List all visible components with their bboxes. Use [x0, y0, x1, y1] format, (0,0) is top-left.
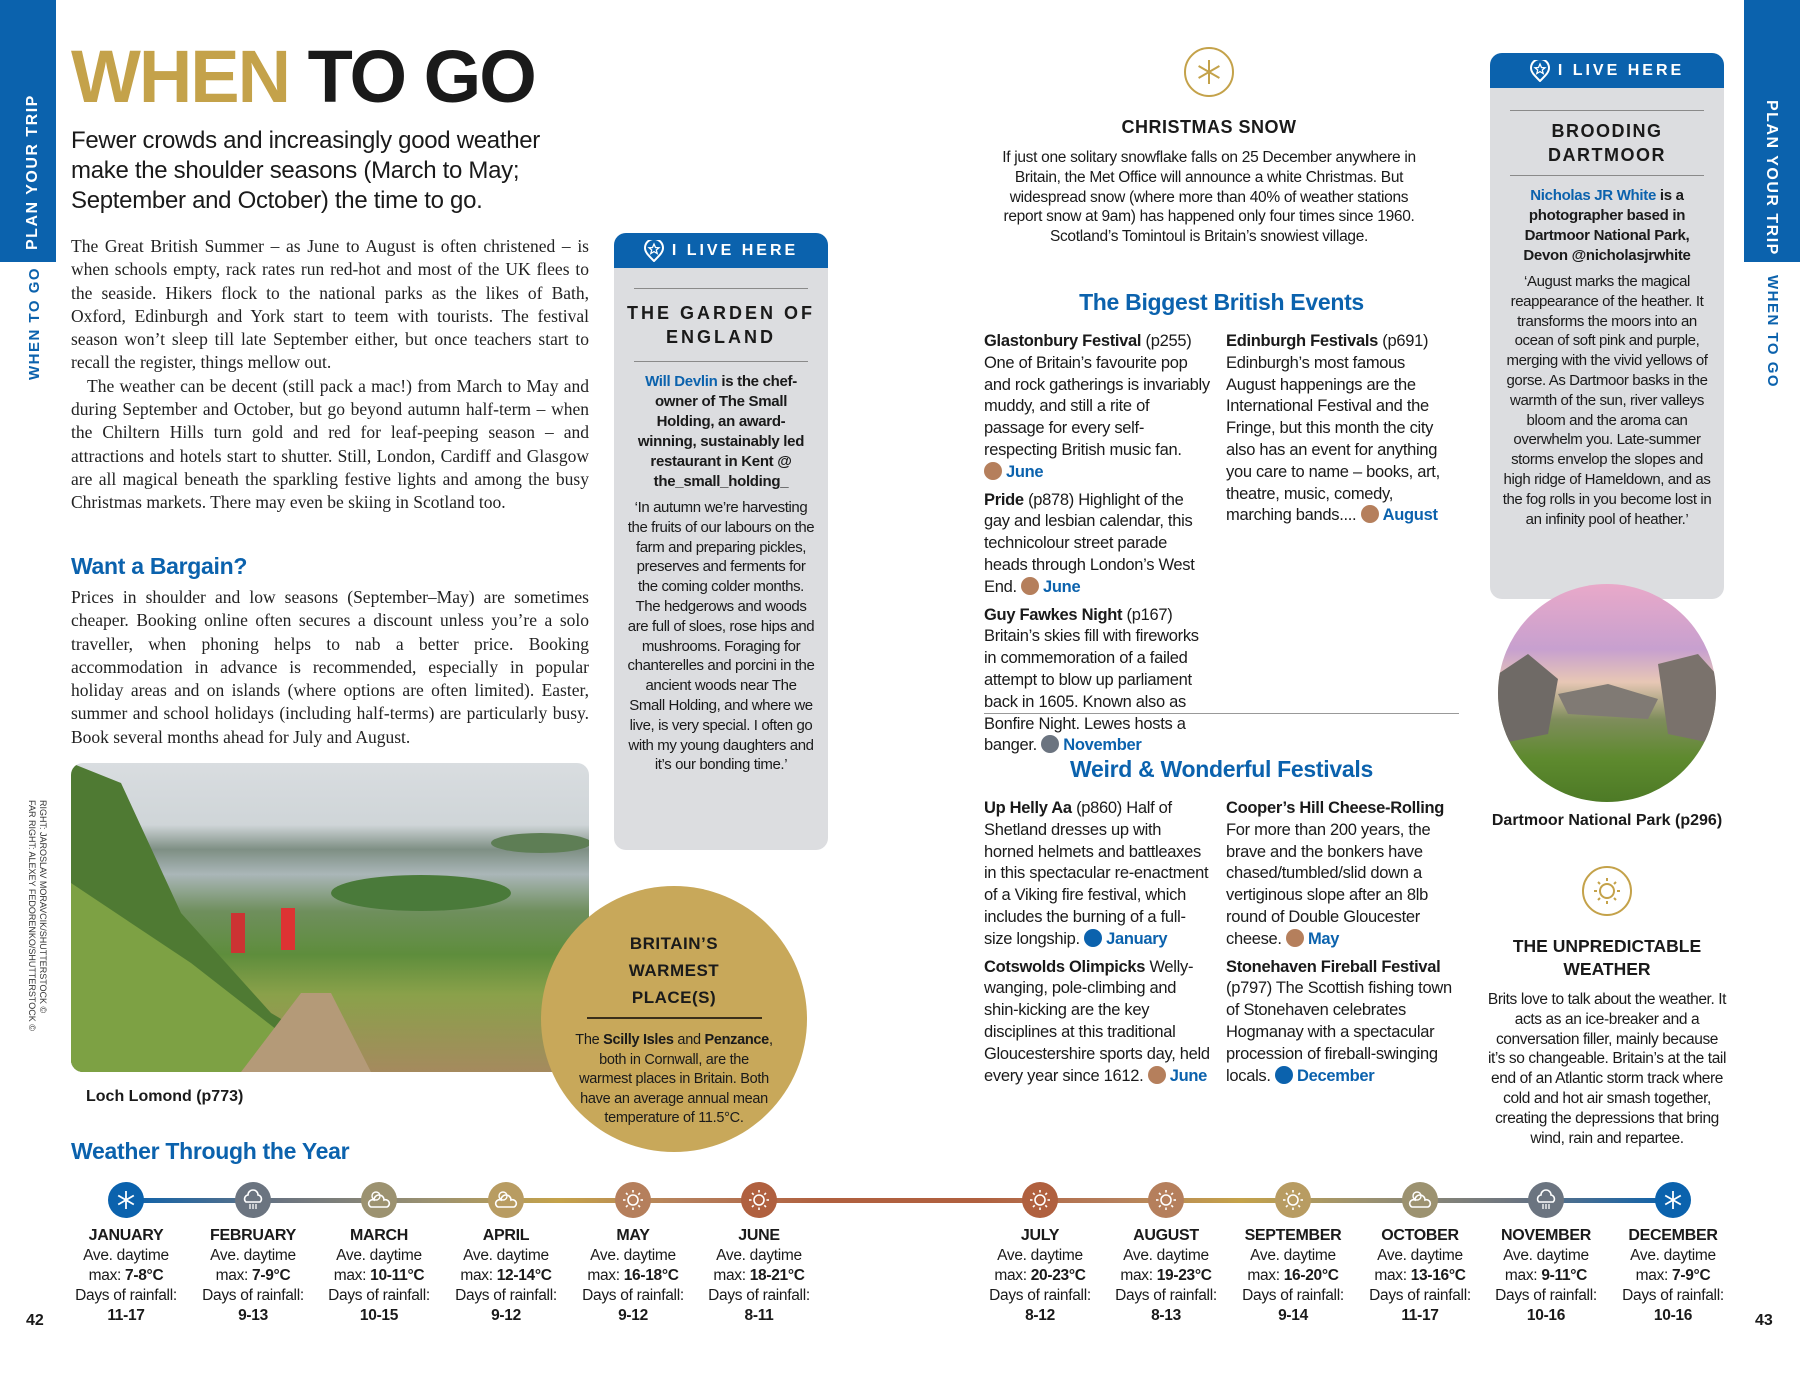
rain-days: 11-17 — [1401, 1307, 1439, 1324]
rain-days: 8-11 — [744, 1307, 774, 1324]
event-name: Up Helly Aa — [984, 799, 1072, 817]
month-name: OCTOBER — [1381, 1227, 1459, 1244]
event-month: June — [1169, 1066, 1208, 1085]
christmas-snow-title: CHRISTMAS SNOW — [1121, 117, 1297, 137]
weather-month — [1486, 1226, 1606, 1326]
snowflake-icon — [1655, 1182, 1691, 1218]
temp-range: 16-18°C — [623, 1267, 679, 1284]
left-chapter-label: WHEN TO GO — [26, 266, 43, 380]
event-name: Cotswolds Olimpicks — [984, 957, 1146, 976]
temp-label: Ave. daytime — [463, 1247, 549, 1264]
photo-credit: FAR RIGHT: ALEXEY FEDORENKO/SHUTTERSTOCK © — [27, 800, 37, 1031]
rain-label: Days of rainfall: — [455, 1287, 557, 1304]
event-item — [1226, 798, 1452, 951]
rain-days: 10-15 — [359, 1307, 399, 1324]
weather-heading: Weather Through the Year — [71, 1138, 350, 1164]
max-label: max: — [1374, 1267, 1411, 1284]
event-description: The Scottish fishing town of Stonehaven celebrates Hogmanay with a spectacular procession of fireball-swinging locals. — [1226, 979, 1452, 1085]
temp-label: Ave. daytime — [590, 1247, 676, 1264]
weather-month — [319, 1226, 439, 1326]
event-name: Glastonbury Festival — [984, 332, 1142, 350]
temp-range: 16-20°C — [1283, 1267, 1339, 1284]
weather-month — [1233, 1226, 1353, 1326]
sun-icon — [741, 1182, 777, 1218]
sun-cloud-icon — [361, 1182, 397, 1218]
event-month: August — [1382, 506, 1438, 525]
temp-label: Ave. daytime — [997, 1247, 1083, 1264]
place-name: Scilly Isles — [603, 1032, 674, 1048]
i-live-here-label: I LIVE HERE — [671, 241, 799, 259]
max-label: max: — [333, 1267, 371, 1284]
temp-range: 20-23°C — [1030, 1267, 1086, 1284]
max-label: max: — [215, 1267, 253, 1284]
sun-cloud-icon — [1402, 1182, 1438, 1218]
weather-month — [446, 1226, 566, 1326]
rain-days: 10-16 — [1653, 1307, 1693, 1324]
rain-cloud-icon — [235, 1182, 271, 1218]
temp-range: 13-16°C — [1410, 1267, 1466, 1284]
event-page: (p878) — [1023, 490, 1074, 509]
month-name: FEBRUARY — [210, 1227, 296, 1244]
temp-label: Ave. daytime — [716, 1247, 802, 1264]
page-number-right: 43 — [1755, 1312, 1773, 1329]
rain-days: 9-12 — [491, 1307, 521, 1324]
photo-credit: RIGHT: JAROSLAV MORAVCIK/SHUTTERSTOCK © — [38, 800, 48, 1014]
event-page: (p797) — [1226, 979, 1272, 998]
box-title: THE GARDEN OF ENGLAND — [626, 303, 815, 347]
rain-days: 9-13 — [238, 1307, 268, 1324]
dartmoor-caption: Dartmoor National Park (p296) — [1491, 812, 1723, 829]
weather-timeline — [126, 1198, 1673, 1203]
right-chapter-label: WHEN TO GO — [1764, 275, 1781, 389]
month-name: SEPTEMBER — [1244, 1227, 1342, 1244]
sun-icon — [1148, 1182, 1184, 1218]
temp-range: 12-14°C — [496, 1267, 552, 1284]
sun-icon — [615, 1182, 651, 1218]
month-name: JUNE — [738, 1227, 780, 1244]
intro-text: Fewer crowds and increasingly good weather make the shoulder seasons (March to May; September and October) the time to go. — [71, 127, 540, 214]
month-name: DECEMBER — [1628, 1227, 1718, 1244]
temp-label: Ave. daytime — [1250, 1247, 1336, 1264]
event-item — [984, 490, 1210, 599]
snowflake-icon — [108, 1182, 144, 1218]
weather-month — [1360, 1226, 1480, 1326]
rain-label: Days of rainfall: — [1369, 1287, 1471, 1304]
left-section-label: PLAN YOUR TRIP — [24, 94, 41, 250]
event-description: Britain’s skies fill with fireworks in commemoration of a failed attempt to blow up parliament back in 1605. Known also as Bonfire Night. Lewes hosts a banger. — [984, 627, 1199, 755]
event-month: December — [1296, 1066, 1375, 1085]
weird-festivals-col-2 — [1226, 798, 1452, 1093]
max-label: max: — [713, 1267, 750, 1284]
max-label: max: — [460, 1267, 497, 1284]
person-name: Nicholas JR White — [1530, 187, 1657, 204]
month-name: MAY — [616, 1227, 650, 1244]
i-live-here-garden-box — [614, 233, 828, 850]
month-name: APRIL — [482, 1227, 530, 1244]
temp-label: Ave. daytime — [1377, 1247, 1463, 1264]
big-events-heading: The Biggest British Events — [1079, 289, 1364, 315]
photo-credits — [26, 800, 48, 1031]
warmest-title: BRITAIN’S WARMEST PLACE(S) — [628, 934, 720, 1007]
temp-label: Ave. daytime — [336, 1247, 422, 1264]
event-month: January — [1106, 929, 1168, 948]
body-text — [71, 235, 589, 515]
event-item — [984, 331, 1210, 484]
temp-range: 7-9°C — [252, 1267, 291, 1284]
rain-days: 8-13 — [1151, 1307, 1181, 1324]
snowflake-icon — [1084, 929, 1102, 947]
weather-month — [980, 1226, 1100, 1326]
photo-caption: Loch Lomond (p773) — [86, 1088, 244, 1105]
title-black: TO GO — [307, 35, 535, 118]
body-paragraph: The Great British Summer – as June to August is often christened – is when schools empty, rack rates run red-hot and most of the UK flees to the seaside. Hikers flock to the national parks as the likes of Bath, Oxford, Edinburgh and York start to teem with tourists. The festival season won’t sleep till late September either, but once teachers start to recall the register, things mellow out. — [71, 236, 589, 373]
event-page: (p255) — [1141, 332, 1192, 350]
sun-icon — [1021, 577, 1039, 595]
rain-label: Days of rainfall: — [989, 1287, 1091, 1304]
sun-icon — [1275, 1182, 1311, 1218]
temp-range: 18-21°C — [749, 1267, 805, 1284]
month-name: JANUARY — [88, 1227, 164, 1244]
max-label: max: — [994, 1267, 1031, 1284]
event-description: For more than 200 years, the brave and the bonkers have chased/tumbled/slid down a vertiginous slope after an 8lb round of Double Gloucester cheese. — [1226, 820, 1431, 948]
right-section-label: PLAN YOUR TRIP — [1763, 100, 1780, 256]
location-star-icon — [1530, 60, 1550, 82]
unpredictable-weather-title: THE UNPREDICTABLE WEATHER — [1512, 936, 1702, 979]
temp-label: Ave. daytime — [83, 1247, 169, 1264]
big-events-col-1 — [984, 331, 1210, 763]
weather-month — [699, 1226, 819, 1326]
month-name: NOVEMBER — [1500, 1227, 1592, 1244]
i-live-here-dartmoor-box — [1490, 53, 1724, 599]
month-name: AUGUST — [1133, 1227, 1199, 1244]
weather-month — [1613, 1226, 1733, 1326]
box-quote: ‘August marks the magical reappearance of the heather. It transforms the moors into an ocean of soft pink and purple, merging with the vivid yellows of gorse. As Dartmoor basks in the warmth of the sun, river valleys bloom and the aroma can overwhelm you. Late-summer storms envelop the slopes and high ridge of Hameldown, and as the fog rolls in you become lost in an infinity pool of heather.’ — [1502, 273, 1712, 528]
event-name: Cooper’s Hill Cheese-Rolling — [1226, 799, 1445, 817]
i-live-here-header — [614, 233, 828, 268]
temp-range: 9-11°C — [1541, 1267, 1588, 1284]
max-label: max: — [1635, 1267, 1673, 1284]
month-name: MARCH — [349, 1227, 409, 1244]
warmest-text: The Scilly Isles and Penzance, both in Cornwall, are the warmest places in Britain. Both have an average annual mean temperature of 11.5°C. — [575, 1032, 773, 1126]
temp-range: 10-11°C — [370, 1267, 425, 1284]
rain-label: Days of rainfall: — [1495, 1287, 1597, 1304]
i-live-here-label: I LIVE HERE — [1557, 61, 1685, 79]
max-label: max: — [1120, 1267, 1157, 1284]
bargain-text: Prices in shoulder and low seasons (September–May) are sometimes cheaper. Booking online often secures a discount unless you’re a solo traveller, when phoning helps to nab a better price. Booking accommodation in advance is recommended, especially in popular holiday areas and on islands (where options are often limited). Easter, summer and school holidays (including half-terms) are particularly busy. Book several months ahead for July and August. — [71, 587, 589, 747]
event-name: Pride — [984, 490, 1024, 509]
event-month: November — [1063, 736, 1142, 755]
person-name: Will Devlin — [645, 373, 718, 390]
rain-label: Days of rainfall: — [75, 1287, 177, 1304]
weather-month — [66, 1226, 186, 1326]
warmest-places-circle — [541, 886, 807, 1152]
temp-range: 7-9°C — [1672, 1267, 1711, 1284]
temp-label: Ave. daytime — [1630, 1247, 1716, 1264]
rain-label: Days of rainfall: — [1622, 1287, 1724, 1304]
section-divider — [984, 713, 1459, 714]
weird-festivals-col-1 — [984, 798, 1210, 1093]
event-page: (p167) — [1122, 605, 1173, 624]
event-month: June — [1043, 577, 1081, 596]
event-item — [1226, 957, 1452, 1088]
event-item — [984, 957, 1210, 1088]
event-month: June — [1006, 462, 1044, 481]
i-live-here-header — [1490, 53, 1724, 88]
weather-month — [193, 1226, 313, 1326]
big-events-col-2 — [1226, 331, 1452, 533]
sun-icon — [1148, 1066, 1166, 1084]
max-label: max: — [88, 1267, 126, 1284]
rain-days: 10-16 — [1526, 1307, 1566, 1324]
body-paragraph: The weather can be decent (still pack a mac!) from March to May and during September and October, but go beyond autumn half-term – when the Chiltern Hills turn gold and red for leaf-peeping season – and attractions and hotels start to shutter. Still, London, Cardiff and Glasgow are all magical beneath the sparkling festive lights and among the busy Christmas markets. There may even be skiing in Scotland too. — [71, 375, 589, 513]
page-number-left: 42 — [26, 1312, 44, 1329]
sun-icon — [1022, 1182, 1058, 1218]
bargain-heading: Want a Bargain? — [71, 553, 248, 579]
rain-label: Days of rainfall: — [1115, 1287, 1217, 1304]
rain-label: Days of rainfall: — [202, 1287, 304, 1304]
event-month: May — [1307, 929, 1340, 948]
rain-label: Days of rainfall: — [1242, 1287, 1344, 1304]
event-name: Guy Fawkes Night — [984, 605, 1123, 624]
snowflake-icon — [1184, 47, 1234, 97]
event-description: One of Britain’s favourite pop and rock gatherings is invariably muddy, and still a rite of passage for every self-respecting British music fan. — [984, 353, 1210, 459]
weather-month — [573, 1226, 693, 1326]
loch-lomond-photo — [71, 763, 589, 1072]
sun-icon — [984, 462, 1002, 480]
page-title — [71, 35, 535, 118]
unpredictable-weather-text: Brits love to talk about the weather. It acts as an ice-breaker and a conversation filler, mainly because it’s so changeable. Britain’s at the tail end of an Atlantic storm track where cold and hot air smash together, creating the depressions that bring wind, rain and repartee. — [1487, 991, 1727, 1147]
max-label: max: — [1247, 1267, 1284, 1284]
event-description: Welly-wanging, pole-climbing and shin-kicking are the key disciplines at this traditional Gloucestershire sports day, held every year since 1612. — [984, 957, 1210, 1085]
dartmoor-photo — [1498, 584, 1716, 802]
rain-label: Days of rainfall: — [708, 1287, 810, 1304]
snowflake-icon — [1275, 1066, 1293, 1084]
event-item — [984, 798, 1210, 951]
event-name: Edinburgh Festivals — [1226, 332, 1378, 350]
weird-festivals-heading: Weird & Wonderful Festivals — [1070, 756, 1373, 782]
rain-cloud-icon — [1041, 735, 1059, 753]
box-bio — [1490, 176, 1724, 272]
max-label: max: — [587, 1267, 624, 1284]
rain-days: 9-12 — [618, 1307, 648, 1324]
rain-days: 11-17 — [107, 1307, 145, 1324]
event-page: (p860) — [1071, 799, 1122, 817]
location-star-icon — [644, 240, 664, 262]
title-gold: WHEN — [71, 35, 290, 118]
rain-label: Days of rainfall: — [328, 1287, 430, 1304]
sun-icon — [1286, 929, 1304, 947]
event-description: Half of Shetland dresses up with horned helmets and battleaxes in this spectacular re-enactment of a Viking fire festival, which includes the burning of a full-size longship. — [984, 799, 1209, 948]
temp-label: Ave. daytime — [1503, 1247, 1589, 1264]
box-title: BROODING DARTMOOR — [1548, 121, 1666, 165]
rain-cloud-icon — [1528, 1182, 1564, 1218]
temp-range: 7-8°C — [125, 1267, 164, 1284]
event-item — [984, 605, 1210, 758]
temp-label: Ave. daytime — [210, 1247, 296, 1264]
max-label: max: — [1504, 1267, 1542, 1284]
event-page: (p691) — [1378, 332, 1429, 350]
sun-icon — [1582, 866, 1632, 916]
event-description: Edinburgh’s most famous August happenings are the International Festival and the Fringe, but this month the city also has an event for anything you care to name – books, art, theatre, music, comedy, marching bands.... — [1226, 353, 1440, 525]
place-name: Penzance — [704, 1032, 769, 1048]
rain-days: 9-14 — [1278, 1307, 1308, 1324]
box-quote: ‘In autumn we’re harvesting the fruits of our labours on the farm and preparing pickles, preserves and ferments for the coming colder months. The hedgerows and woods are full of sloes, rose hips and mushrooms. Foraging for chanterelles and porcini in the ancient woods near The Small Holding, and where we live, is very special. I often go with my young daughters and it’s our bonding time.’ — [627, 499, 815, 774]
rain-label: Days of rainfall: — [582, 1287, 684, 1304]
christmas-snow-text: If just one solitary snowflake falls on 25 December anywhere in Britain, the Met Office will announce a white Christmas. But widespread snow (where more than 40% of weather stations report snow at 9am) has happened only four times since 1960. Scotland’s Tomintoul is Britain’s snowiest village. — [1002, 149, 1416, 246]
box-bio — [614, 362, 828, 498]
event-item — [1226, 331, 1452, 527]
month-name: JULY — [1020, 1227, 1060, 1244]
event-description: Highlight of the gay and lesbian calendar, this technicolour street parade heads through London’s West End. — [984, 490, 1195, 596]
bio-text: is the chef-owner of The Small Holding, an award-winning, sustainably led restaurant in Kent @ the_small_holding_ — [637, 373, 805, 490]
weather-month — [1106, 1226, 1226, 1326]
temp-label: Ave. daytime — [1123, 1247, 1209, 1264]
rain-days: 8-12 — [1025, 1307, 1055, 1324]
event-name: Stonehaven Fireball Festival — [1226, 957, 1441, 976]
bio-text: is a photographer based in Dartmoor National Park, Devon @nicholasjrwhite — [1523, 187, 1691, 264]
temp-range: 19-23°C — [1156, 1267, 1212, 1284]
sun-icon — [1361, 505, 1379, 523]
sun-cloud-icon — [488, 1182, 524, 1218]
